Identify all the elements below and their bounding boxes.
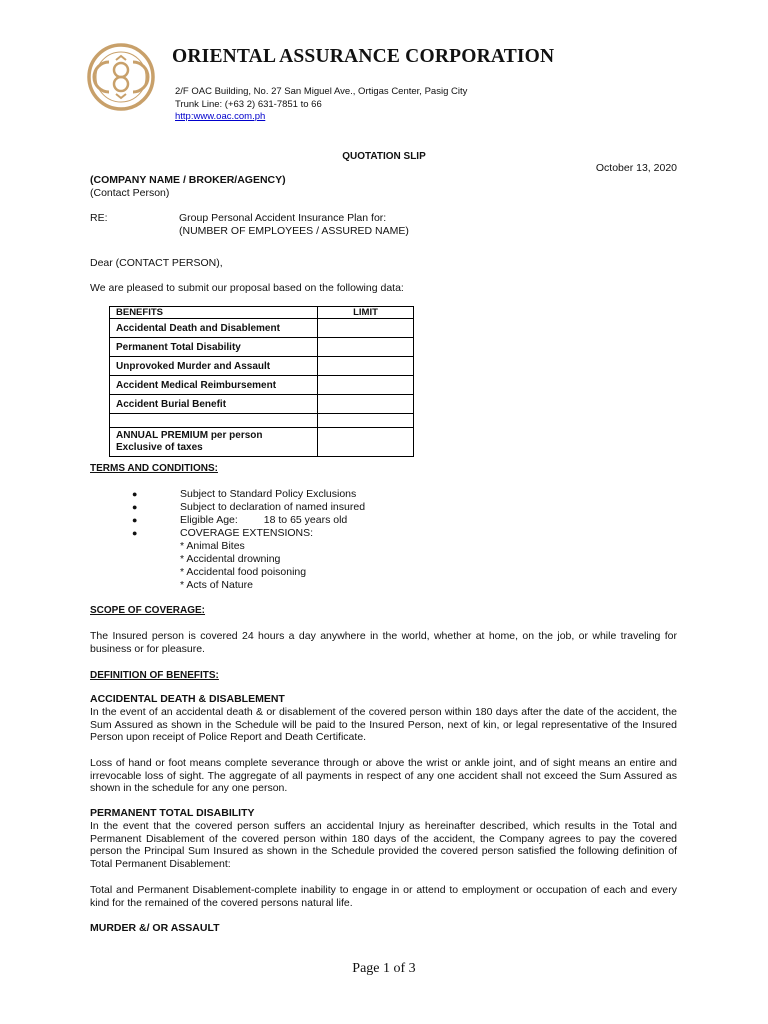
- extension-item: * Accidental food poisoning: [180, 566, 307, 578]
- address-line: 2/F OAC Building, No. 27 San Miguel Ave., Ortigas Center, Pasig City: [175, 86, 468, 97]
- scope-text: The Insured person is covered 24 hours a day anywhere in the world, whether at home, on the job, or while traveling for business or for pleasure.: [90, 630, 677, 655]
- oac-monogram-icon: [86, 42, 156, 112]
- extension-item: * Animal Bites: [180, 540, 245, 552]
- extension-item: * Acts of Nature: [180, 579, 253, 591]
- ptd-paragraph-1: In the event that the covered person suffers an accidental Injury as hereinafter described, which results in the Total and Permanent Disablement of the covered person within 180 days of the accident, the Company agrees to pay the covered person the Principal Sum Insured as shown in the Schedule provided the covered person satisfied the following definition of Total Permanent Disablement:: [90, 820, 677, 870]
- quotation-date: October 13, 2020: [595, 162, 677, 174]
- add-paragraph-2: Loss of hand or foot means complete severance through or above the wrist or ankle joint, and of sight means an entire and irrevocable loss of sight. The aggregate of all payments in respect of any one accident shall not exceed the Sum Assured as shown in the schedule for any one person.: [90, 757, 677, 794]
- re-subject: [179, 212, 409, 238]
- table-row: [110, 319, 414, 338]
- terms-list: [132, 488, 365, 592]
- eligible-age-value: 18 to 65 years old: [263, 514, 348, 526]
- list-item: ● Eligible Age: 18 to 65 years old: [132, 514, 348, 526]
- table-row: [110, 376, 414, 395]
- benefit-name: Accident Burial Benefit: [110, 395, 318, 414]
- salutation: Dear (CONTACT PERSON),: [90, 257, 223, 269]
- page-number: Page 1 of 3: [352, 961, 416, 976]
- re-line-2: (NUMBER OF EMPLOYEES / ASSURED NAME): [179, 225, 409, 237]
- benefits-table: [109, 306, 414, 457]
- benefit-name: Accidental Death and Disablement: [110, 319, 318, 338]
- premium-row: [110, 428, 414, 457]
- premium-note: Exclusive of taxes: [116, 442, 203, 453]
- intro-text: We are pleased to submit our proposal based on the following data:: [90, 282, 404, 294]
- company-logo: [86, 42, 156, 112]
- table-row: [110, 357, 414, 376]
- table-header-row: [110, 307, 414, 319]
- premium-label-bold: ANNUAL PREMIUM: [116, 430, 209, 441]
- header-benefits: BENEFITS: [110, 307, 318, 319]
- list-item: ● COVERAGE EXTENSIONS:: [132, 527, 314, 539]
- header-limit: LIMIT: [318, 307, 414, 319]
- extension-item: * Accidental drowning: [180, 553, 281, 565]
- table-row: [110, 395, 414, 414]
- list-item: ● Subject to Standard Policy Exclusions: [132, 488, 357, 500]
- bullet-icon: ●: [132, 528, 138, 538]
- premium-label-rest: per person: [208, 430, 263, 441]
- slip-title: QUOTATION SLIP: [342, 151, 426, 162]
- terms-heading: TERMS AND CONDITIONS:: [90, 463, 218, 474]
- trunk-line: Trunk Line: (+63 2) 631-7851 to 66: [175, 98, 322, 110]
- scope-heading: SCOPE OF COVERAGE:: [90, 605, 206, 616]
- re-line-1: Group Personal Accident Insurance Plan for:: [179, 212, 387, 224]
- website-link[interactable]: http:www.oac.com.ph: [175, 111, 266, 122]
- bullet-icon: ●: [132, 515, 138, 525]
- ptd-paragraph-2: Total and Permanent Disablement-complete inability to engage in or attend to employment or occupation of each and every kind for the remained of the covered persons natural life.: [90, 884, 677, 909]
- company-address: [175, 86, 467, 124]
- murder-heading: MURDER &/ OR ASSAULT: [90, 922, 220, 934]
- company-name: ORIENTAL ASSURANCE CORPORATION: [172, 46, 555, 67]
- ptd-heading: PERMANENT TOTAL DISABILITY: [90, 807, 255, 819]
- benefit-limit: [318, 319, 414, 338]
- recipient-company: (COMPANY NAME / BROKER/AGENCY): [90, 174, 286, 186]
- premium-label: [110, 428, 318, 457]
- bullet-icon: ●: [132, 489, 138, 499]
- add-heading: ACCIDENTAL DEATH & DISABLEMENT: [90, 693, 285, 705]
- benefit-limit: [318, 395, 414, 414]
- benefit-name: Accident Medical Reimbursement: [110, 376, 318, 395]
- add-paragraph-1: In the event of an accidental death & or disablement of the covered person within 180 days after the date of the accident, the Sum Assured as shown in the Schedule will be paid to the Insured Person, next of kin, or legal representative of the Insured Person upon receipt of Police Report and Death Certificate.: [90, 706, 677, 743]
- list-item: ● Subject to declaration of named insured: [132, 501, 366, 513]
- benefit-limit: [318, 376, 414, 395]
- benefit-limit: [318, 338, 414, 357]
- benefit-limit: [318, 357, 414, 376]
- recipient-contact: (Contact Person): [90, 187, 170, 199]
- re-label: RE:: [90, 212, 108, 224]
- definitions-heading: DEFINITION OF BENEFITS:: [90, 670, 219, 681]
- premium-value: [318, 428, 414, 457]
- benefit-name: Permanent Total Disability: [110, 338, 318, 357]
- table-row: [110, 338, 414, 357]
- bullet-icon: ●: [132, 502, 138, 512]
- table-row-blank: [110, 414, 414, 428]
- benefit-name: Unprovoked Murder and Assault: [110, 357, 318, 376]
- recipient-block: [90, 174, 286, 200]
